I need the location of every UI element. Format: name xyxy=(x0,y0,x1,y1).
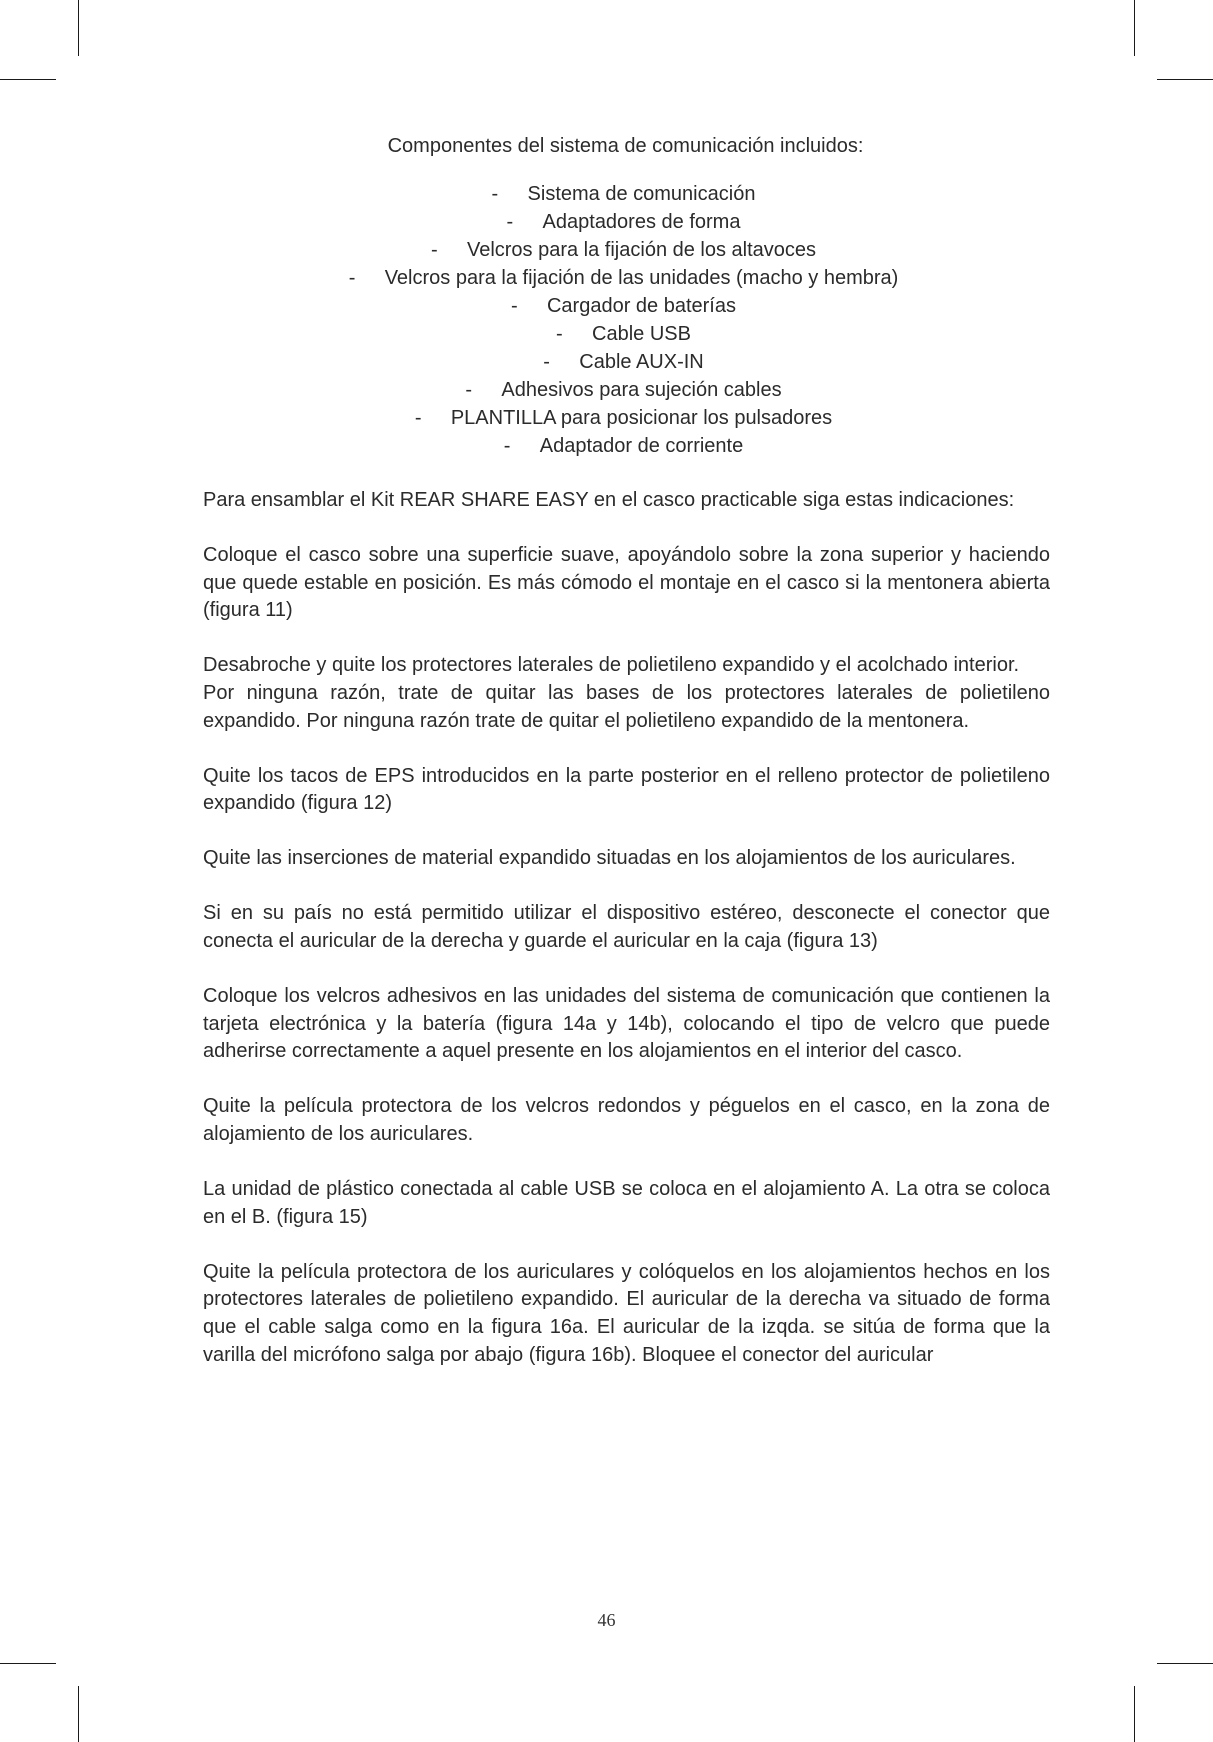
list-item xyxy=(0,348,1213,376)
paragraph-round-velcros: Quite la película protectora de los velcros redondos y péguelos en el casco, en la zona de alojamiento de los auriculares. xyxy=(203,1095,1050,1145)
instructions-body xyxy=(203,487,1050,1397)
crop-mark-top-right-vertical xyxy=(1134,0,1135,56)
page-number: 46 xyxy=(597,1610,616,1630)
list-item-text: Velcros para la fijación de los altavoces xyxy=(466,239,817,261)
crop-mark-bottom-right-vertical xyxy=(1134,1686,1135,1742)
crop-mark-top-left-horizontal xyxy=(0,79,56,80)
paragraph-stereo: Si en su país no está permitido utilizar el dispositivo estéreo, desconecte el conector que conecta el auricular de la derecha y guarde el auricular en la caja (figura 13) xyxy=(203,902,1050,953)
list-marker: - xyxy=(510,295,518,317)
list-item xyxy=(0,236,1213,264)
paragraph-eps-blocks: Quite los tacos de EPS introducidos en la parte posterior en el relleno protector de polietileno expandido (figura 12) xyxy=(203,764,1050,815)
crop-mark-bottom-left-horizontal xyxy=(0,1663,56,1664)
list-marker: - xyxy=(430,239,438,261)
paragraph-earphones: Quite la película protectora de los auriculares y colóquelos en los alojamientos hechos en los protectores laterales de polietileno expandido. El auricular de la derecha va situado de forma que el cable salga como en la figura 16a. El auricular de la izqda. se sitúa de forma que la varilla del micrófono salga por abajo (figura 16b). Bloquee el conector del auricular xyxy=(203,1260,1050,1366)
list-item-text: Adhesivos para sujeción cables xyxy=(501,379,782,401)
list-item-text: Velcros para la fijación de las unidades (macho y hembra) xyxy=(384,267,899,289)
list-item xyxy=(0,404,1213,432)
paragraph-intro: Para ensamblar el Kit REAR SHARE EASY en el casco practicable siga estas indicaciones: xyxy=(203,489,1015,511)
paragraph-velcro-units: Coloque los velcros adhesivos en las unidades del sistema de comunicación que contienen la tarjeta electrónica y la batería (figura 14a y 14b), colocando el tipo de velcro que puede adherirse correctamente a aquel presente en los alojamientos en el interior del casco. xyxy=(203,985,1050,1063)
list-marker: - xyxy=(503,435,511,457)
list-marker: - xyxy=(348,267,356,289)
crop-mark-bottom-left-vertical xyxy=(78,1686,79,1742)
list-item xyxy=(0,432,1213,460)
list-marker: - xyxy=(506,211,514,233)
list-item-text: Cable AUX-IN xyxy=(579,351,704,373)
list-item-text: Sistema de comunicación xyxy=(527,183,756,205)
list-item-text: PLANTILLA para posicionar los pulsadores xyxy=(450,407,833,429)
crop-mark-bottom-right-horizontal xyxy=(1157,1663,1213,1664)
list-marker: - xyxy=(543,351,550,373)
list-item-text: Adaptador de corriente xyxy=(539,435,744,457)
components-list xyxy=(0,180,1213,460)
list-item-text: Cable USB xyxy=(592,323,691,345)
list-item-text: Cargador de baterías xyxy=(546,295,736,317)
list-item xyxy=(0,376,1213,404)
list-item xyxy=(0,320,1213,348)
list-marker: - xyxy=(491,183,499,205)
list-item xyxy=(0,264,1213,292)
list-marker: - xyxy=(414,407,422,429)
crop-mark-top-left-vertical xyxy=(78,0,79,56)
paragraph-remove-protectors: Desabroche y quite los protectores laterales de polietileno expandido y el acolchado interior. xyxy=(203,654,1020,677)
list-item xyxy=(0,180,1213,208)
list-marker: - xyxy=(556,323,563,345)
paragraph-plastic-unit: La unidad de plástico conectada al cable USB se coloca en el alojamiento A. La otra se coloca en el B. (figura 15) xyxy=(203,1178,1050,1228)
list-item-text: Adaptadores de forma xyxy=(542,211,741,233)
paragraph-warning: Por ninguna razón, trate de quitar las bases de los protectores laterales de polietileno expandido. Por ninguna razón trate de quitar el polietileno expandido de la mentonera. xyxy=(203,681,1050,732)
paragraph-inserts: Quite las inserciones de material expandido situadas en los alojamientos de los auriculares. xyxy=(203,847,1016,870)
list-item xyxy=(0,292,1213,320)
paragraph-helmet-placement: Coloque el casco sobre una superficie suave, apoyándolo sobre la zona superior y haciendo que quede estable en posición. Es más cómodo el montaje en el casco si la mentonera abierta (figura 11) xyxy=(203,544,1050,622)
components-heading: Componentes del sistema de comunicación incluidos: xyxy=(387,135,864,157)
list-item xyxy=(0,208,1213,236)
list-marker: - xyxy=(465,379,473,401)
crop-mark-top-right-horizontal xyxy=(1157,79,1213,80)
